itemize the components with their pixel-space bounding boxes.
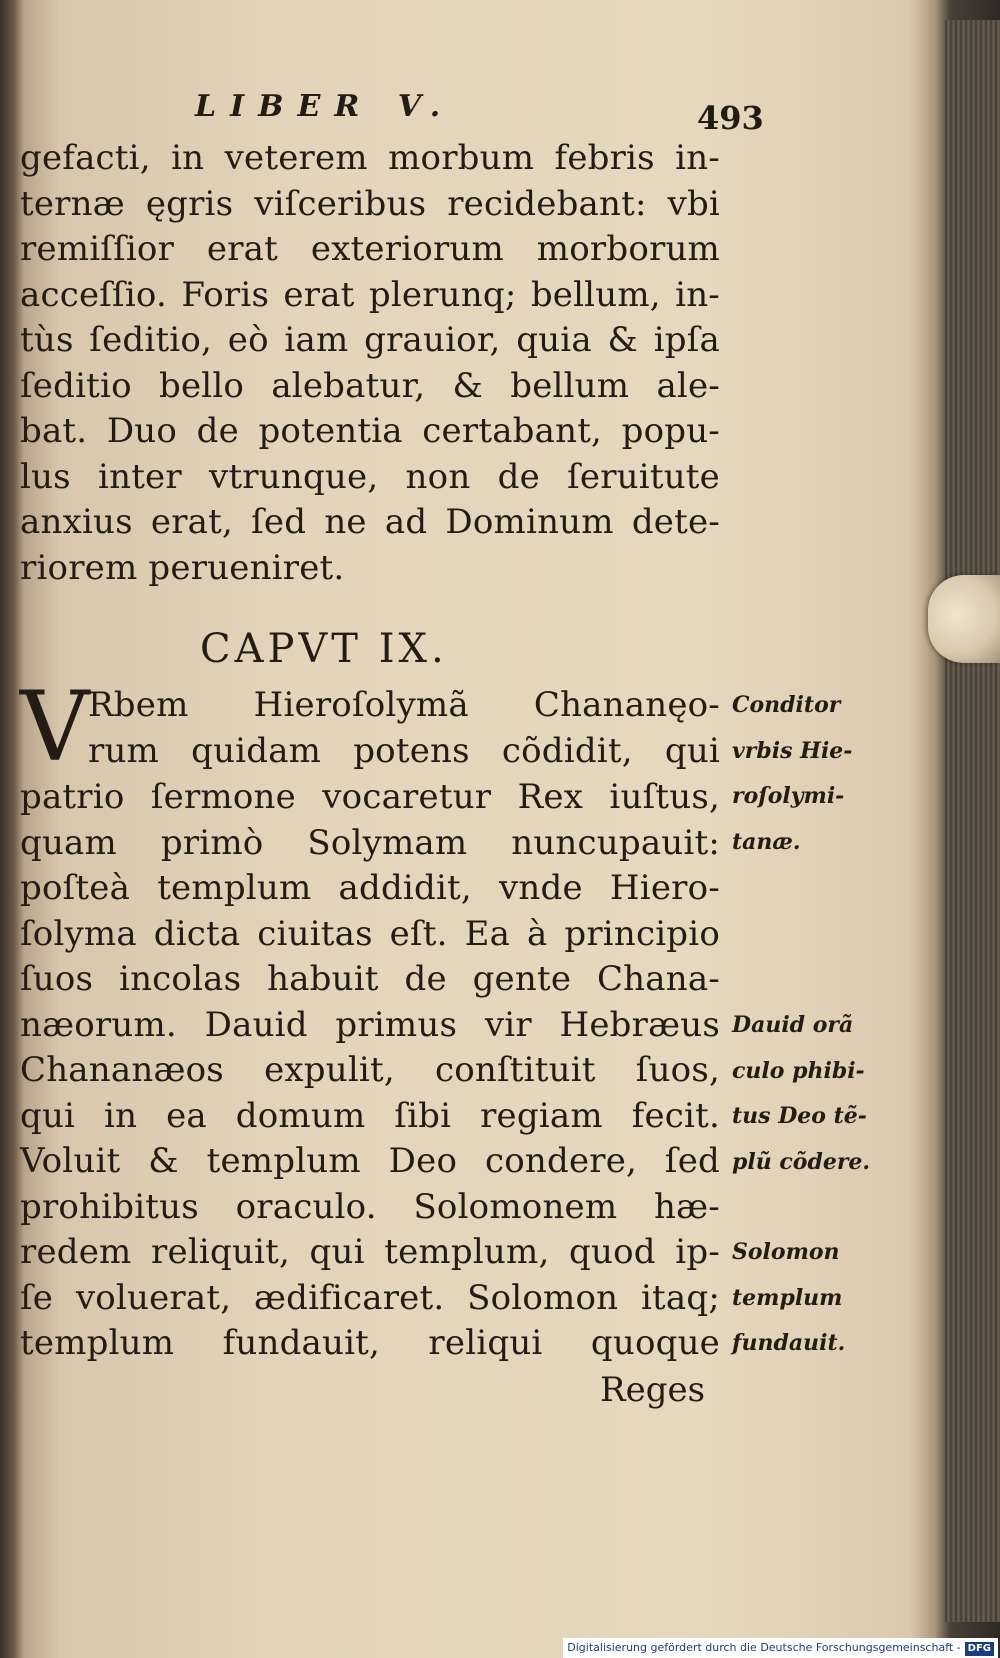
marginal-note-line: roſolymi- xyxy=(732,783,845,809)
digitization-credit xyxy=(563,1638,998,1658)
text-line: tùs ſeditio, eò iam grauior, quia & ipſa xyxy=(20,320,720,360)
text-line: redem reliquit, qui templum, quod ip- xyxy=(20,1232,720,1272)
text-line: ſeditio bello alebatur, & bellum ale- xyxy=(20,365,720,406)
marginal-note-line: tus Deo tẽ- xyxy=(732,1103,867,1129)
credit-text: Digitalisierung gefördert durch die Deutsche Forschungsgemeinschaft - xyxy=(567,1641,961,1654)
dfg-logo: DFG xyxy=(965,1642,994,1656)
text-line: prohibitus oraculo. Solomonem hæ- xyxy=(20,1186,720,1227)
text-line: rum quidam potens cõdidit, qui xyxy=(88,730,720,771)
drop-initial: V xyxy=(20,671,90,783)
text-line-last: riorem perueniret. xyxy=(20,547,345,588)
book-page-edges xyxy=(945,20,1000,1622)
text-line: quam primò Solymam nuncupauit: xyxy=(20,822,720,863)
text-line: acceſſio. Foris erat plerunq; bellum, in- xyxy=(20,274,720,315)
text-block-top xyxy=(20,136,720,591)
text-block-chapter xyxy=(20,671,720,1367)
text-line: patrio ſermone vocaretur Rex iuſtus, xyxy=(20,777,720,817)
text-line: templum fundauit, reliqui quoque xyxy=(20,1323,720,1363)
marginal-note-line: Dauid orã xyxy=(732,1012,854,1038)
text-line: ſe voluerat, ædificaret. Solomon itaq; xyxy=(20,1277,720,1318)
marginal-note-line: plũ cõdere. xyxy=(732,1148,871,1175)
marginal-note-line: templum xyxy=(732,1284,843,1311)
page-number: 493 xyxy=(697,99,764,137)
text-line: anxius erat, ſed ne ad Dominum dete- xyxy=(20,502,720,542)
text-line: næorum. Dauid primus vir Hebræus xyxy=(20,1004,720,1045)
book-clasp xyxy=(928,575,1000,663)
marginal-note-line: culo phibi- xyxy=(732,1057,865,1084)
text-line: poſteà templum addidit, vnde Hiero- xyxy=(20,868,720,908)
page-header xyxy=(0,85,940,137)
running-head: LIBER V. xyxy=(195,89,455,124)
text-line: ternæ ęgris viſceribus recidebant: vbi xyxy=(20,183,720,224)
marginal-note-solomon xyxy=(732,1230,902,1367)
text-line: qui in ea domum ſibi regiam fecit. xyxy=(20,1095,720,1136)
marginal-note-line: vrbis Hie- xyxy=(732,737,853,764)
marginal-note-line: fundauit. xyxy=(732,1330,846,1356)
text-line: Rbem Hieroſolymã Chananęo- xyxy=(88,685,720,725)
text-line: Voluit & templum Deo condere, ſed xyxy=(20,1141,720,1181)
text-line: ſuos incolas habuit de gente Chana- xyxy=(20,959,720,999)
marginal-note-line: tanæ. xyxy=(732,828,801,855)
marginal-note-line: Solomon xyxy=(732,1239,840,1265)
text-line: Chananæos expulit, conſtituit ſuos, xyxy=(20,1050,720,1090)
text-line: bat. Duo de potentia certabant, popu- xyxy=(20,411,720,451)
marginal-note-dauid xyxy=(732,1003,902,1185)
catchword: Reges xyxy=(600,1370,706,1410)
text-line: ſolyma dicta ciuitas eſt. Ea à principio xyxy=(20,913,720,954)
marginal-note-line: Conditor xyxy=(732,692,841,718)
chapter-title: CAPVT IX. xyxy=(200,626,448,672)
text-line: gefacti, in veterem morbum febris in- xyxy=(20,138,720,178)
text-line: remiſſior erat exteriorum morborum xyxy=(20,229,720,269)
marginal-note-conditor xyxy=(732,683,902,865)
text-line: lus inter vtrunque, non de ſeruitute xyxy=(20,456,720,497)
